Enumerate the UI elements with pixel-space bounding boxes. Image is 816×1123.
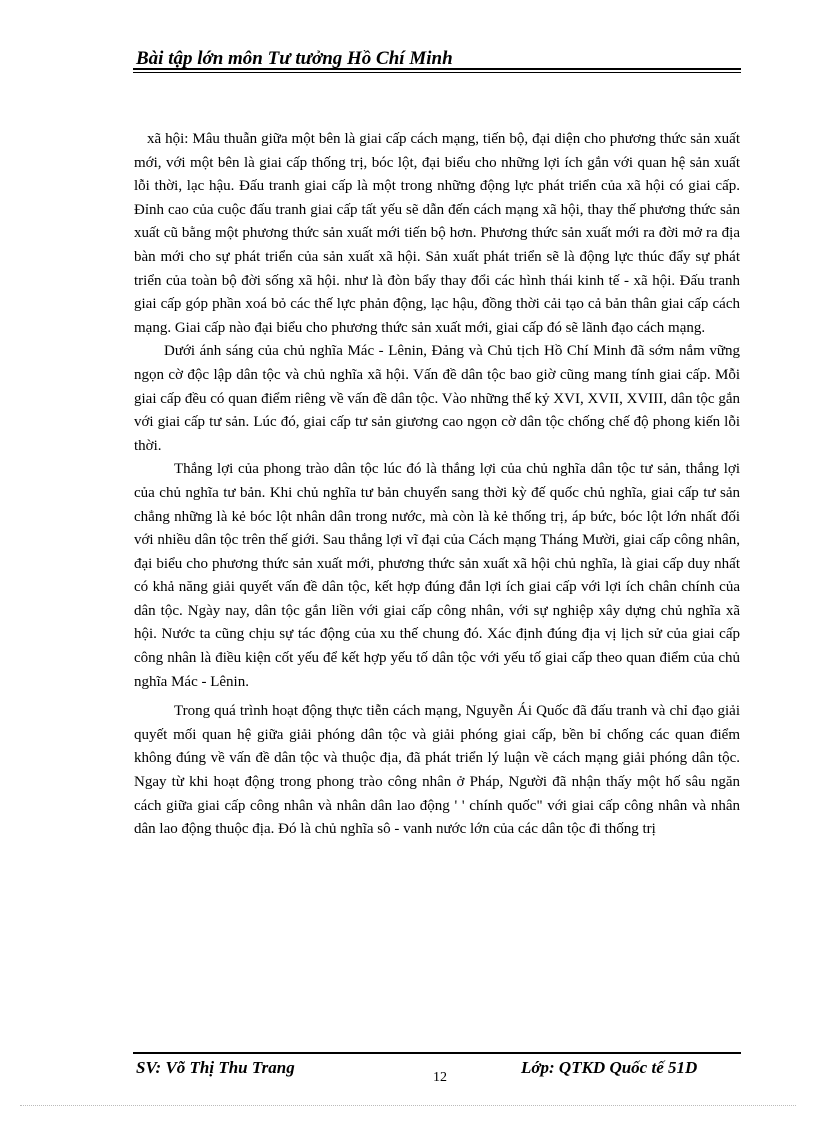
paragraph-2: Dưới ánh sáng của chủ nghĩa Mác - Lênin, Đảng và Chủ tịch Hồ Chí Minh đã sớm nắm vững ngọn cờ độc lập dân tộc và chủ nghĩa xã hội. Vấn đề dân tộc bao giờ cũng mang tính giai cấp. Mỗi giai cấp đều có quan điểm riêng về vấn đề dân tộc. Vào những thế kỷ XVI, XVII, XVIII, dân tộc gắn với giai cấp tư sản. Lúc đó, giai cấp tư sản giương cao ngọn cờ dân tộc chống chế độ phong kiến lỗi thời. — [134, 343, 740, 454]
header-rule-top — [133, 68, 741, 70]
body-text — [134, 128, 740, 842]
paragraph-3: Thắng lợi của phong trào dân tộc lúc đó là thắng lợi của chủ nghĩa dân tộc tư sản, thắng lợi của chủ nghĩa tư bản. Khi chủ nghĩa tư bản chuyển sang thời kỳ đế quốc chủ nghĩa, giai cấp tư sản chẳng những là kẻ bóc lột nhân dân trong nước, mà còn là kẻ thống trị, áp bức, bóc lột lớn nhất đối với nhiều dân tộc trên thế giới. Sau thắng lợi vĩ đại của Cách mạng Tháng Mười, giai cấp công nhân, đại biểu cho phương thức sản xuất mới, phương thức sản xuất xã hội chủ nghĩa, là giai cấp duy nhất có khả năng giải quyết vấn đề dân tộc, kết hợp đúng đắn lợi ích giai cấp với lợi ích chân chính của dân tộc. Ngày nay, dân tộc gắn liền với giai cấp công nhân, với sự nghiệp xây dựng chủ nghĩa xã hội. Nước ta cũng chịu sự tác động của xu thế chung đó. Xác định đúng địa vị lịch sử của giai cấp công nhân là điều kiện cốt yếu để kết hợp yếu tố dân tộc với yếu tố giai cấp theo quan điểm của chủ nghĩa Mác - Lênin. — [134, 461, 740, 690]
paragraph-4: Trong quá trình hoạt động thực tiễn cách mạng, Nguyễn Ái Quốc đã đấu tranh và chỉ đạo giải quyết mối quan hệ giữa giải phóng dân tộc và giải phóng giai cấp, bền bỉ chống các quan điểm không đúng về vấn đề dân tộc và thuộc địa, đã phát triển lý luận về cách mạng giải phóng dân tộc. Ngay từ khi hoạt động trong phong trào công nhân ở Pháp, Người đã nhận thấy một hố sâu ngăn cách giữa giai cấp công nhân và nhân dân lao động ' ' chính quốc" với giai cấp công nhân và nhân dân lao động thuộc địa. Đó là chủ nghĩa sô - vanh nước lớn của các dân tộc đi thống trị — [134, 703, 740, 838]
page-border — [20, 1105, 796, 1106]
paragraph-1: xã hội: Mâu thuẫn giữa một bên là giai cấp cách mạng, tiến bộ, đại diện cho phương thức sản xuất mới, với một bên là giai cấp thống trị, bóc lột, đại biểu cho những lợi ích gắn với quan hệ sản xuất lỗi thời, lạc hậu. Đấu tranh giai cấp là một trong những động lực phát triển của xã hội có giai cấp. Đỉnh cao của cuộc đấu tranh giai cấp tất yếu sẽ dẫn đến cách mạng xã hội, thay thế phương thức sản xuất cũ bằng một phương thức sản xuất mới tiến bộ hơn. Phương thức sản xuất mới ra đời mở ra địa bàn mới cho sự phát triển của sản xuất xã hội. Sản xuất phát triển sẽ là động lực thúc đẩy sự phát triển của toàn bộ đời sống xã hội. như là đòn bẩy thay đổi các hình thái kinh tế - xã hội. Đấu tranh giai cấp góp phần xoá bỏ các thế lực phản động, lạc hậu, đồng thời cải tạo cả bản thân giai cấp cách mạng. Giai cấp nào đại biểu cho phương thức sản xuất mới, giai cấp đó sẽ lãnh đạo cách mạng. — [134, 131, 740, 336]
footer-student-name: SV: Võ Thị Thu Trang — [136, 1058, 295, 1077]
page-number: 12 — [433, 1070, 447, 1085]
footer-rule — [133, 1052, 741, 1054]
header-rule-bottom — [133, 72, 741, 73]
footer-class: Lớp: QTKD Quốc tế 51D — [521, 1058, 698, 1077]
header-title: Bài tập lớn môn Tư tưởng Hồ Chí Minh — [136, 48, 453, 69]
